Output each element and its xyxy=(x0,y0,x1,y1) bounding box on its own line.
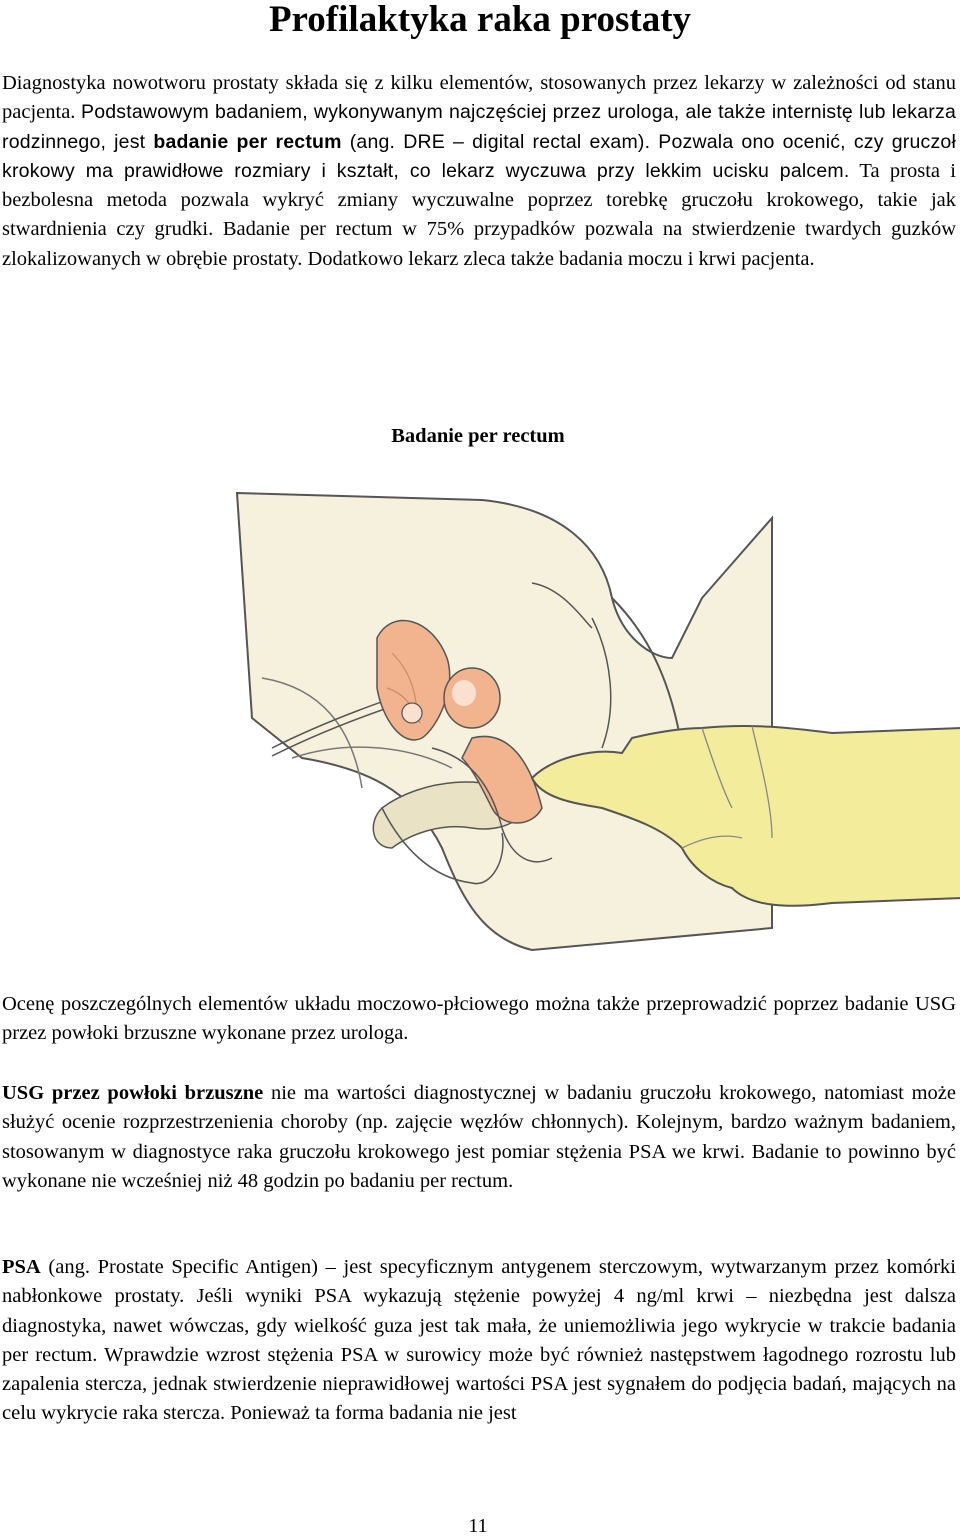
usg-bold-term: USG przez powłoki brzuszne xyxy=(2,1082,264,1104)
body-outline xyxy=(237,493,772,950)
usg-assessment-text: nie ma wartości diagnostycznej w badaniu gruczołu krokowego, natomiast może służyć ocenie rozprzestrzenienia choroby (np. zajęcie węzłów chłonnych). Kolejnym, bardzo ważnym badaniem, stosowanym w diagnostyce raka gruczołu krokowego jest pomiar stężenia PSA we krwi. Badanie to powinno być wykonane nie wcześniej niż 48 godzin po badaniu per rectum. xyxy=(2,1082,957,1192)
page-title: Profilaktyka raka prostaty xyxy=(268,0,692,40)
psa-paragraph xyxy=(2,1253,956,1429)
rectal-exam-illustration xyxy=(232,488,960,958)
usg-assessment-paragraph xyxy=(2,1079,956,1196)
intro-text-3: (ang. DRE – digital rectal exam). Pozwala ono ocenić, czy gruczoł krokowy ma prawidłowe rozmiary i kształt, co lekarz wyczuwa przy lekkim ucisku palcem. xyxy=(2,130,956,182)
intro-paragraph xyxy=(2,69,956,274)
usg-paragraph: Ocenę poszczególnych elementów układu moczowo-płciowego można także przeprowadzić poprzez badanie USG przez powłoki brzuszne wykonane przez urologa. xyxy=(2,993,956,1045)
page-number: 11 xyxy=(468,1515,488,1537)
intro-bold-term: badanie per rectum xyxy=(153,130,342,153)
psa-text: (ang. Prostate Specific Antigen) – jest specyficznym antygenem sterczowym, wytwarzanym przez komórki nabłonkowe prostaty. Jeśli wyniki PSA wykazują stężenie powyżej 4 ng/ml krwi – niezbędna jest dalsza diagnostyka, nawet wówczas, gdy wielkość guza jest tak mała, że uniemożliwia jego wykrycie w trakcie badania per rectum. Wprawdzie wzrost stężenia PSA w surowicy może być również następstwem łagodnego rozrostu lub zapalenia stercza, jednak stwierdzenie nieprawidłowej wartości PSA jest sygnałem do podjęcia badań, mających na celu wykrycie raka stercza. Ponieważ ta forma badania nie jest xyxy=(2,1256,956,1425)
intro-text-1: Diagnostyka nowotworu prostaty składa się z kilku elementów, stosowanych przez lekarzy w zależności od stanu pacjenta. xyxy=(2,72,956,124)
psa-bold-term: PSA xyxy=(2,1256,41,1278)
figure-title: Badanie per rectum xyxy=(391,425,565,447)
intro-text-2: Podstawowym badaniem, wykonywanym najczęściej przez urologa, ale także internistę lub lekarza rodzinnego, jest xyxy=(2,101,956,153)
intro-text-4: Ta prosta i bezbolesna metoda pozwala wykryć zmiany wyczuwalne poprzez torebkę gruczołu krokowego, takie jak stwardnienia czy grudki. Badanie per rectum w 75% przypadków pozwala na stwierdzenie twardych guzków zlokalizowanych w obrębie prostaty. Dodatkowo lekarz zleca także badania moczu i krwi pacjenta. xyxy=(2,159,956,270)
